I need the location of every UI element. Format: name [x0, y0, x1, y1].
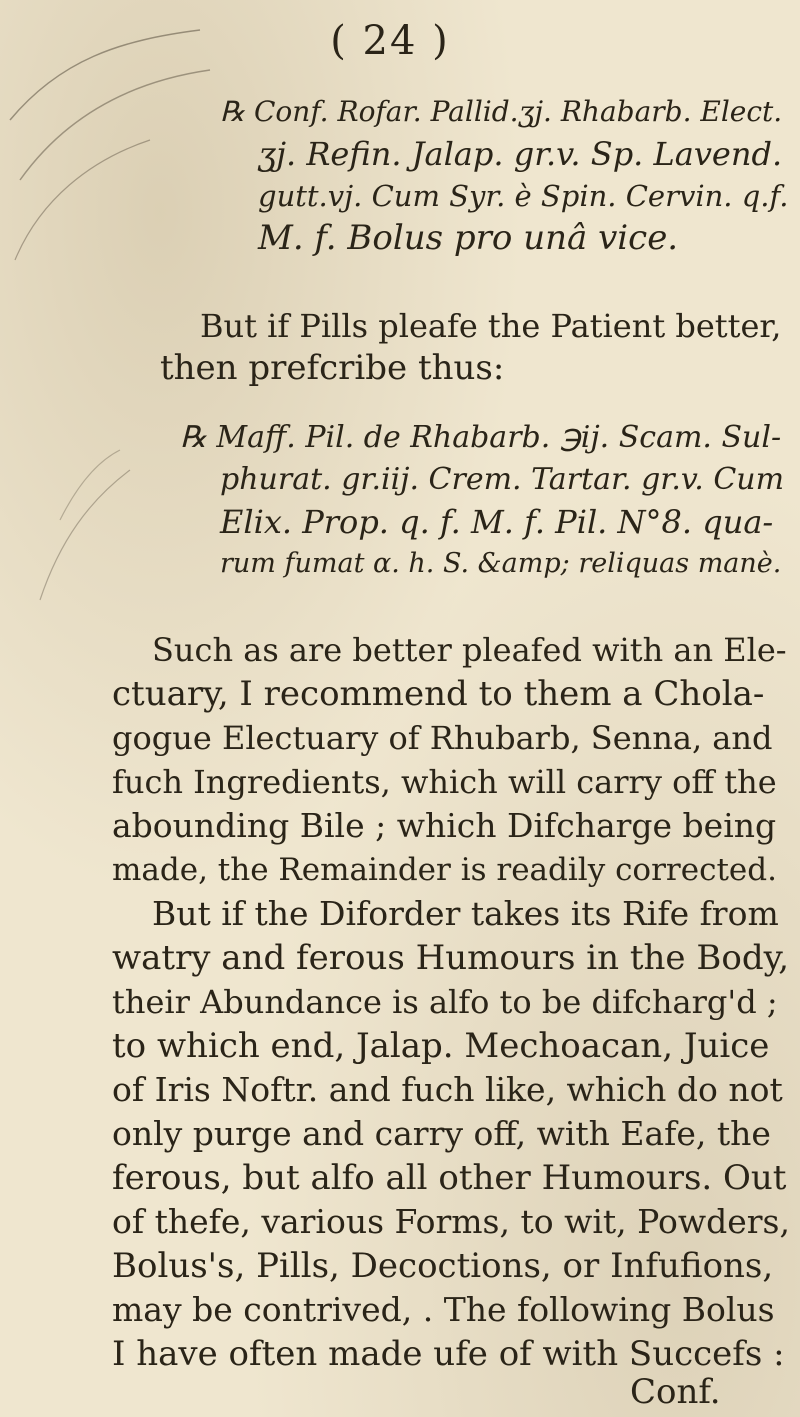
- text-line: made, the Remainder is readily corrected.: [112, 852, 777, 888]
- text-line: gogue Electuary of Rhubarb, Senna, and: [112, 719, 773, 757]
- prescription-line: Elix. Prop. q. f. M. f. Pil. N°8. qua-: [220, 503, 774, 541]
- text-line: But if the Diforder takes its Rife from: [152, 894, 779, 933]
- text-line: of Iris Noftr. and fuch like, which do not: [112, 1070, 783, 1109]
- text-line: Such as are better pleafed with an Ele-: [152, 631, 787, 669]
- prescription-line: rum fumat ɑ. h. S. &amp; reliquas manè.: [220, 548, 782, 579]
- prescription-line: ℞ Conf. Rofar. Pallid.ʒj. Rhabarb. Elect.: [220, 95, 783, 128]
- text-line: of thefe, various Forms, to wit, Powders,: [112, 1202, 790, 1241]
- text-line: ctuary, I recommend to them a Chola-: [112, 674, 765, 714]
- prescription-line: gutt.vj. Cum Syr. è Spin. Cervin. q.f.: [258, 179, 789, 213]
- text-line: watry and ferous Humours in the Body,: [112, 938, 790, 978]
- prescription-line: M. f. Bolus pro unâ vice.: [258, 218, 679, 258]
- prescription-line: phurat. gr.iij. Crem. Tartar. gr.v. Cum: [220, 462, 785, 497]
- text-line: ferous, but alfo all other Humours. Out: [112, 1158, 787, 1198]
- text-line: abounding Bile ; which Difcharge being: [112, 806, 777, 845]
- text-line: their Abundance is alfo to be difcharg'd ;: [112, 983, 778, 1021]
- text-line: may be contrived, . The following Bolus: [112, 1290, 775, 1329]
- prescription-line: ℞ Maff. Pil. de Rhabarb. ℈ij. Scam. Sul-: [180, 420, 782, 455]
- text-line: fuch Ingredients, which will carry off the: [112, 763, 777, 801]
- text-line: only purge and carry off, with Eafe, the: [112, 1114, 771, 1153]
- catchword: Conf.: [630, 1372, 721, 1412]
- text-line: then prefcribe thus:: [160, 348, 505, 388]
- text-line: I have often made ufe of with Succefs :: [112, 1334, 785, 1374]
- text-line: But if Pills pleafe the Patient better,: [200, 307, 782, 345]
- page-number: ( 24 ): [330, 18, 450, 64]
- prescription-line: ʒj. Refin. Jalap. gr.v. Sp. Lavend.: [258, 135, 783, 173]
- text-line: to which end, Jalap. Mechoacan, Juice: [112, 1026, 770, 1066]
- text-line: Bolus's, Pills, Decoctions, or Infufions,: [112, 1246, 774, 1286]
